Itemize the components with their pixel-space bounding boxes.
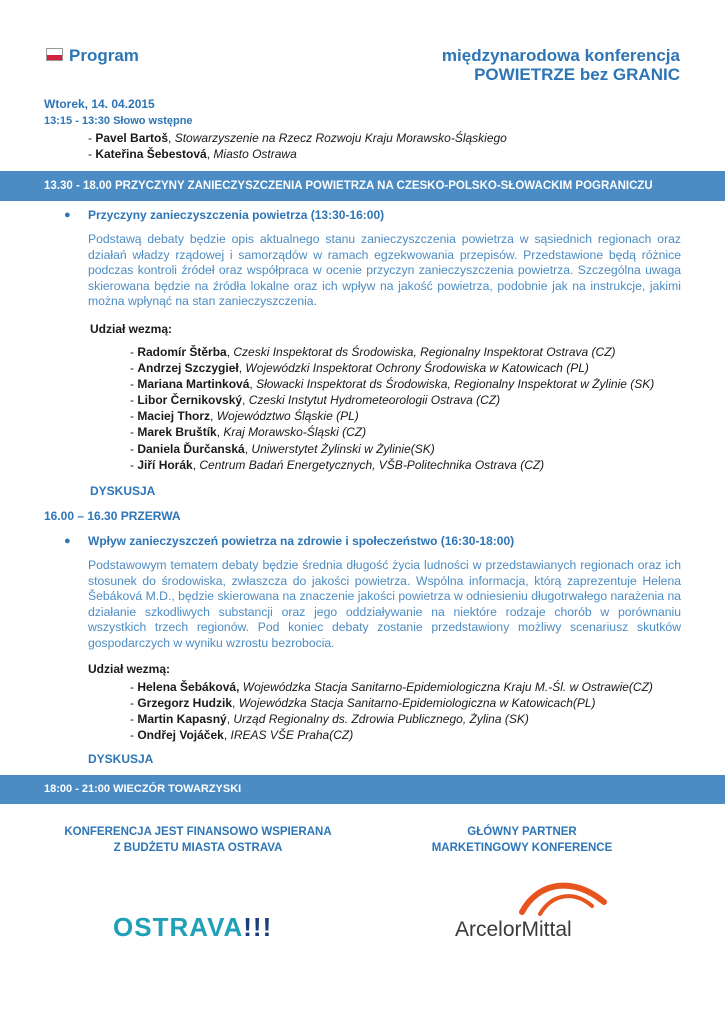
polish-flag-icon	[46, 48, 63, 61]
speaker-item: - Kateřina Šebestová, Miasto Ostrawa	[88, 147, 297, 161]
arcelormittal-logo: ArcelorMittal	[455, 918, 572, 941]
participant-item: - Jiří Horák, Centrum Badań Energetycznych, VŠB-Politechnika Ostrava (CZ)	[130, 457, 545, 472]
conference-line-1: międzynarodowa konferencja	[441, 46, 680, 65]
participant-item: - Daniela Ďurčanská, Uniwerstytet Żylinski w Żylinie(SK)	[130, 441, 435, 456]
session-1-participants-label: Udział wezmą:	[90, 322, 173, 336]
session-1-title: Przyczyny zanieczyszczenia powietrza (13:30-16:00)	[88, 208, 385, 222]
partner-note	[412, 824, 632, 856]
session-2-discussion: DYSKUSJA	[88, 752, 154, 766]
ostrava-logo: OSTRAVA!!!	[113, 912, 273, 942]
session-1-participants	[130, 344, 654, 473]
section-band-causes: 13.30 - 18.00 PRZYCZYNY ZANIECZYSZCZENIA POWIETRZA NA CZESKO-POLSKO-SŁOWACKIM POGRANICZU	[0, 171, 725, 201]
participant-item: - Grzegorz Hudzik, Wojewódzka Stacja Sanitarno-Epidemiologiczna w Katowicach(PL)	[130, 696, 596, 711]
event-date: Wtorek, 14. 04.2015	[44, 97, 155, 111]
participant-item: - Helena Šebáková, Wojewódzka Stacja Sanitarno-Epidemiologiczna Kraju M.-Śl. w Ostrawie(CZ)	[130, 680, 653, 694]
participant-item: - Marek Bruštík, Kraj Morawsko-Śląski (CZ)	[130, 425, 367, 440]
sponsor-note-line-1: KONFERENCJA JEST FINANSOWO WSPIERANA	[64, 826, 332, 838]
participant-item: - Ondřej Vojáček, IREAS VŠE Praha(CZ)	[130, 728, 354, 743]
session-2-title: Wpływ zanieczyszczeń powietrza na zdrowie i społeczeństwo (16:30-18:00)	[88, 534, 515, 548]
session-1-discussion: DYSKUSJA	[90, 484, 156, 498]
opening-time: 13:15 - 13:30 Słowo wstępne	[44, 115, 193, 127]
participant-item: - Martin Kapasný, Urząd Regionalny ds. Zdrowia Publicznego, Żylina (SK)	[130, 712, 529, 727]
session-2-participants-label: Udział wezmą:	[88, 662, 171, 676]
participant-item: - Mariana Martinková, Słowacki Inspektorat ds Środowiska, Regionalny Inspektorat w Żylinie (SK)	[130, 377, 655, 392]
bullet-icon: ●	[64, 535, 71, 547]
partner-note-line-2: MARKETINGOWY KONFERENCE	[431, 842, 613, 854]
participant-item: - Radomír Štěrba, Czeski Inspektorat ds Środowiska, Regionalny Inspektorat Ostrava (CZ)	[130, 345, 616, 359]
sponsor-note-line-2: Z BUDŻETU MIASTA OSTRAVA	[113, 842, 283, 854]
opening-speakers	[88, 130, 507, 162]
partner-note-line-1: GŁÓWNY PARTNER	[467, 826, 577, 838]
arcelormittal-swoosh-icon	[518, 876, 608, 916]
session-1-description: Podstawą debaty będzie opis aktualnego stanu zanieczyszczenia powietrza w sąsiednich regionach oraz działań władzy rządowej i samorządów w ramach egzekwowania przepisów. Przedstawione będą różnice podczas kontroli źródeł oraz współpraca w ocenie przyczyn zanieczyszczenia powietrza. Szczególna uwaga skierowana będzie na źródła lokalne oraz ich wpływ na jakość powietrza, podobnie jak na instrukcje, jakimi można wpłynąć na stan zanieczyszczenia.	[88, 232, 681, 309]
break-label: 16.00 – 16.30 PRZERWA	[44, 509, 181, 523]
section-band-evening: 18:00 - 21:00 WIECZÓR TOWARZYSKI	[0, 775, 725, 804]
participant-item: - Andrzej Szczygieł, Wojewódzki Inspektorat Ochrony Środowiska w Katowicach (PL)	[130, 361, 589, 376]
participant-item: - Maciej Thorz, Województwo Śląskie (PL)	[130, 409, 359, 424]
conference-title	[442, 46, 680, 84]
sponsor-note	[58, 824, 338, 856]
conference-line-2: POWIETRZE bez GRANIC	[474, 65, 680, 84]
session-2-participants	[130, 679, 653, 743]
speaker-item: - Pavel Bartoš, Stowarzyszenie na Rzecz Rozwoju Kraju Morawsko-Śląskiego	[88, 131, 507, 145]
bullet-icon: ●	[64, 209, 71, 221]
participant-item: - Libor Černikovský, Czeski Instytut Hydrometeorologii Ostrava (CZ)	[130, 393, 501, 408]
session-2-description: Podstawowym tematem debaty będzie średnia długość życia ludności w przedstawianych regionach oraz ich stosunek do środowiska, zwłaszcza do jakości powietrza. Wspólna informacja, którą zaprezentuje Helena Šebáková M.D., będzie skierowana na znaczenie jakości powietrza w odniesieniu długotrwałego narażenia na działanie szkodliwych substancji oraz jego oddziaływanie na niektóre rodzaje chorób w porównaniu wszystkich trzech regionów. Pod koniec debaty zostanie przedstawiony możliwy scenariusz skutków gospodarczych w wyniku wzrostu bezrobocia.	[88, 558, 681, 650]
page-title: Program	[69, 46, 139, 65]
